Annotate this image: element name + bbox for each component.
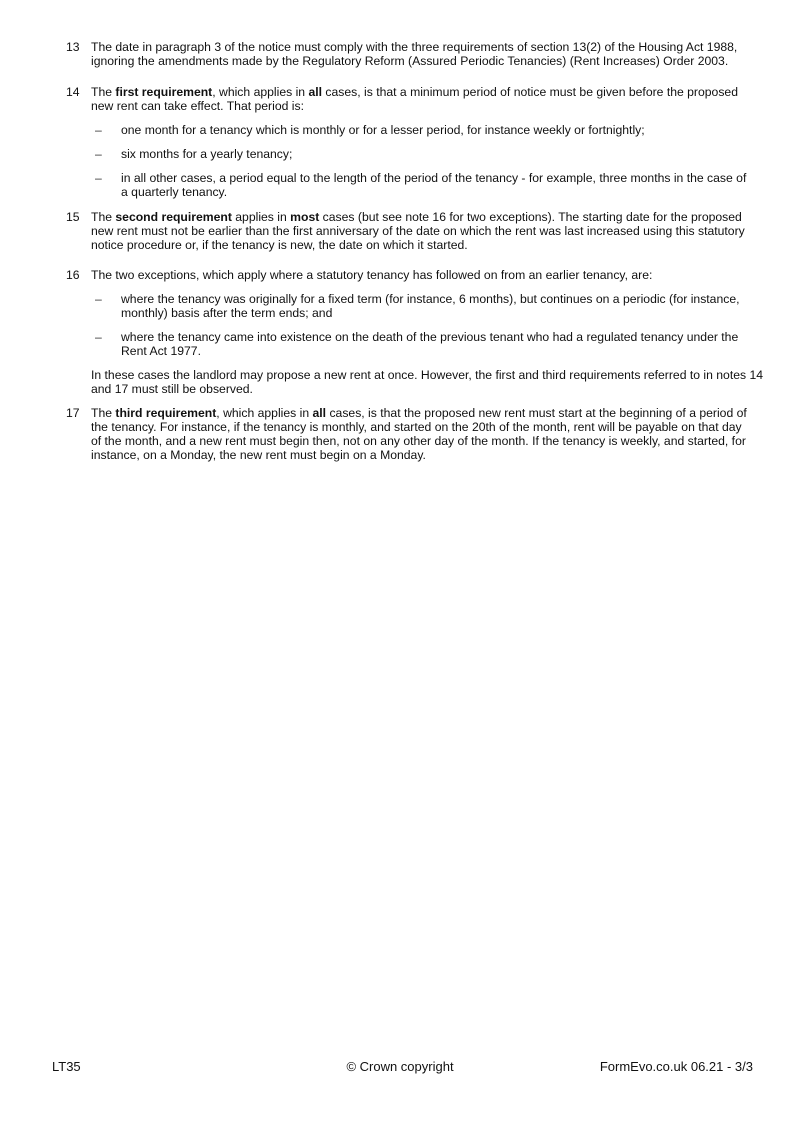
note-number: 16	[66, 268, 80, 282]
note-14	[66, 85, 766, 199]
footer-form-code: LT35	[52, 1059, 81, 1074]
note-continuation: In these cases the landlord may propose a new rent at once. However, the first and third requirements referred to in notes 14 and 17 must still be observed.	[91, 368, 764, 396]
bullet-text: where the tenancy was originally for a fixed term (for instance, 6 months), but continues on a periodic (for instance, monthly) basis after the term ends; and	[121, 292, 740, 320]
note-16	[66, 268, 766, 396]
note-text: The third requirement, which applies in all cases, is that the proposed new rent must start at the beginning of a period of the tenancy. For instance, if the tenancy is monthly, and started on the 20th of the month, rent will be payable on that day of the month, and a new rent must begin then, not on any other day of the month. If the tenancy is weekly, and started, for instance, on a Monday, the new rent must begin on a Monday.	[91, 406, 747, 462]
footer-copyright: © Crown copyright	[346, 1059, 454, 1074]
dash-marker: –	[95, 147, 102, 161]
note-number: 13	[66, 40, 80, 54]
note-13	[66, 40, 766, 68]
bullet-item	[95, 123, 756, 137]
bullet-text: in all other cases, a period equal to the length of the period of the tenancy - for example, three months in the case of a quarterly tenancy.	[121, 171, 747, 199]
note-number: 14	[66, 85, 80, 99]
note-text: The first requirement, which applies in all cases, is that a minimum period of notice must be given before the proposed new rent can take effect. That period is:	[91, 85, 738, 113]
dash-marker: –	[95, 292, 102, 306]
note-text: The date in paragraph 3 of the notice must comply with the three requirements of section 13(2) of the Housing Act 1988, ignoring the amendments made by the Regulatory Reform (Assured Periodic Tenancies) (Rent Increases) Order 2003.	[91, 40, 738, 68]
note-number: 15	[66, 210, 80, 224]
note-text: The two exceptions, which apply where a statutory tenancy has followed on from an earlier tenancy, are:	[91, 268, 653, 282]
note-17	[66, 406, 766, 462]
note-15	[66, 210, 766, 252]
bullet-text: six months for a yearly tenancy;	[121, 147, 293, 161]
bullet-text: where the tenancy came into existence on the death of the previous tenant who had a regulated tenancy under the Rent Act 1977.	[121, 330, 739, 358]
bullet-item	[95, 147, 756, 161]
dash-marker: –	[95, 123, 102, 137]
dash-marker: –	[95, 330, 102, 344]
bullet-text: one month for a tenancy which is monthly or for a lesser period, for instance weekly or fortnightly;	[121, 123, 645, 137]
bullet-item	[95, 292, 756, 320]
dash-marker: –	[95, 171, 102, 185]
note-text: The second requirement applies in most cases (but see note 16 for two exceptions). The starting date for the proposed new rent must not be earlier than the first anniversary of the date on which the rent was last increased using this statutory notice procedure or, if the tenancy is new, the date on which it started.	[91, 210, 745, 252]
note-number: 17	[66, 406, 80, 420]
footer-page-source: FormEvo.co.uk 06.21 - 3/3	[599, 1059, 753, 1074]
bullet-item	[95, 171, 756, 199]
bullet-item	[95, 330, 756, 358]
